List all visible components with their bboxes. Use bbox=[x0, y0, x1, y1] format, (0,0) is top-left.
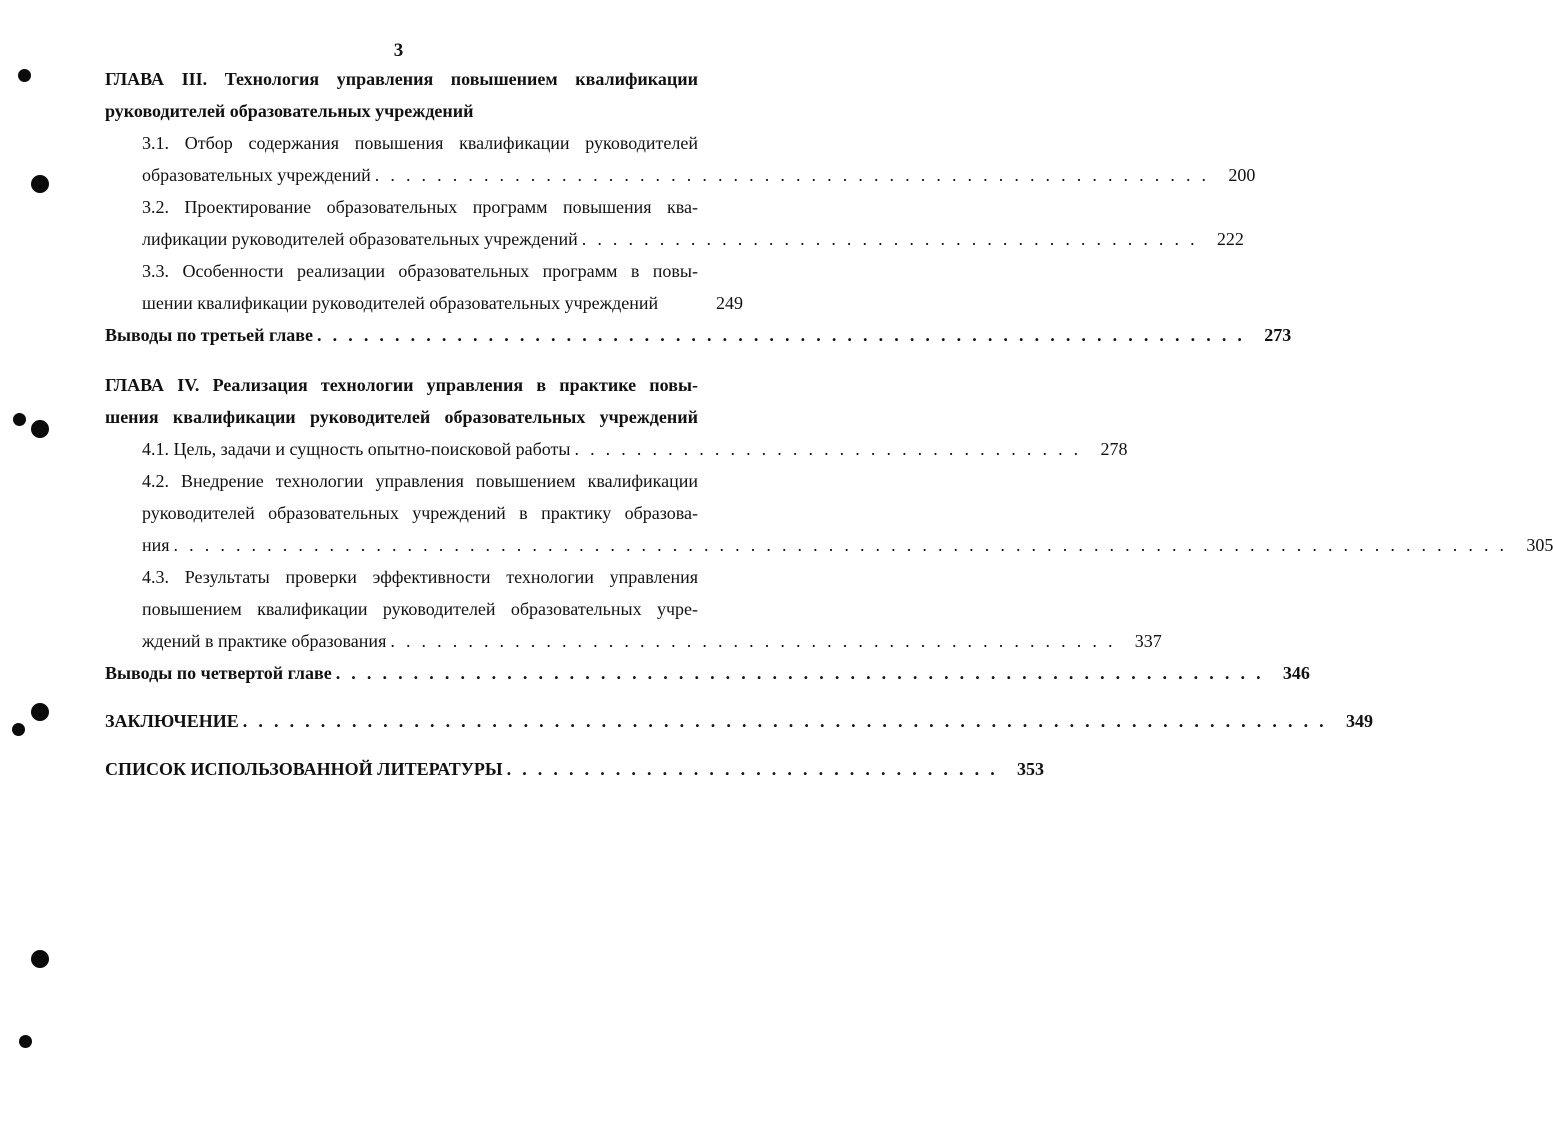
toc-entry-4-2[interactable] bbox=[105, 465, 1553, 561]
entry-line: шении квалификации руководителей образовательных учреждений bbox=[142, 293, 659, 313]
chapter-4-heading bbox=[105, 369, 698, 433]
binder-hole bbox=[31, 703, 49, 721]
binder-hole bbox=[18, 69, 31, 82]
heading-line: шения квалификации руководителей образовательных учреждений bbox=[105, 407, 698, 427]
entry-line: 4.1. Цель, задачи и сущность опытно-поисковой работы bbox=[142, 439, 571, 459]
toc-entry-chapter-3-conclusions[interactable] bbox=[105, 319, 1292, 351]
page-ref: 222 bbox=[1216, 229, 1244, 249]
toc-entry-3-1[interactable] bbox=[105, 127, 1256, 191]
entry-line: 4.2. Внедрение технологии управления повышением квалификации bbox=[142, 471, 698, 491]
leader-dots: . . . . . . . . . . . . . . . . . . . . . . . . . . . . . . . . . . . . . . . . . . . . . . . . . . . . . . bbox=[374, 165, 1210, 185]
leader-dots: . . . . . . . . . . . . . . . . . . . . . . . . . . . . . . . . . . . . . . . . . . . . . . . . . . . . . . . . . . . . . . . . . . . . . . . . . . . . . . . . . . . . . . bbox=[173, 535, 1508, 555]
toc-entry-3-3[interactable] bbox=[105, 255, 743, 319]
entry-line: 3.1. Отбор содержания повышения квалификации руководителей bbox=[142, 133, 698, 153]
toc-entry-4-1[interactable] bbox=[105, 433, 1128, 465]
table-of-contents bbox=[105, 63, 1553, 785]
entry-label: Выводы по четвертой главе bbox=[105, 663, 332, 683]
binder-hole bbox=[12, 723, 25, 736]
leader-dots: . . . . . . . . . . . . . . . . . . . . . . . . . . . . . . . . . . . . . . . . . . . . . . . . . . . . . . . . . . . . bbox=[317, 325, 1246, 345]
page-ref: 349 bbox=[1345, 711, 1373, 731]
entry-line: повышением квалификации руководителей образовательных учре- bbox=[142, 599, 698, 619]
entry-line: 4.3. Результаты проверки эффективности технологии управления bbox=[142, 567, 698, 587]
entry-line: образовательных учреждений bbox=[142, 165, 371, 185]
leader-dots: . . . . . . . . . . . . . . . . . . . . . . . . . . . . . . . . . . . . . . . . . . . . . . . . . . . . . . . . . . . . . . . . . . . . . . bbox=[242, 711, 1327, 731]
binder-hole bbox=[19, 1035, 32, 1048]
entry-label: ЗАКЛЮЧЕНИЕ bbox=[105, 711, 239, 731]
page-ref: 249 bbox=[716, 293, 743, 313]
toc-entry-3-2[interactable] bbox=[105, 191, 1244, 255]
leader-dots: . . . . . . . . . . . . . . . . . . . . . . . . . . . . . . . . . . . . . . . . . . . . . . . bbox=[390, 631, 1116, 651]
page-ref: 305 bbox=[1526, 535, 1553, 555]
leader-dots: . . . . . . . . . . . . . . . . . . . . . . . . . . . . . . . . . . . . . . . . bbox=[581, 229, 1198, 249]
page-number: 3 bbox=[393, 40, 404, 61]
page-ref: 278 bbox=[1100, 439, 1128, 459]
entry-line: 3.3. Особенности реализации образовательных программ в повы- bbox=[142, 261, 698, 281]
chapter-3-heading bbox=[105, 63, 698, 127]
toc-entry-conclusion[interactable] bbox=[105, 705, 1373, 737]
toc-entry-4-3[interactable] bbox=[105, 561, 1162, 657]
page-ref: 353 bbox=[1017, 759, 1044, 779]
page-ref: 346 bbox=[1282, 663, 1310, 683]
page-ref: 337 bbox=[1134, 631, 1162, 651]
entry-line: ждений в практике образования bbox=[142, 631, 387, 651]
entry-label: СПИСОК ИСПОЛЬЗОВАННОЙ ЛИТЕРАТУРЫ bbox=[105, 759, 503, 779]
toc-entry-chapter-4-conclusions[interactable] bbox=[105, 657, 1310, 689]
page-ref: 273 bbox=[1264, 325, 1292, 345]
entry-label: Выводы по третьей главе bbox=[105, 325, 314, 345]
binder-hole bbox=[31, 175, 49, 193]
entry-line: руководителей образовательных учреждений в практику образова- bbox=[142, 503, 698, 523]
heading-line: руководителей образовательных учреждений bbox=[105, 101, 474, 121]
binder-hole bbox=[31, 950, 49, 968]
toc-entry-references[interactable] bbox=[105, 753, 1044, 785]
binder-hole bbox=[13, 413, 26, 426]
leader-dots: . . . . . . . . . . . . . . . . . . . . . . . . . . . . . . . . . bbox=[574, 439, 1082, 459]
entry-line: лификации руководителей образовательных учреждений bbox=[142, 229, 578, 249]
leader-dots: . . . . . . . . . . . . . . . . . . . . . . . . . . . . . . . . . . . . . . . . . . . . . . . . . . . . . . . . . . . . bbox=[335, 663, 1264, 683]
entry-line: ния bbox=[142, 535, 170, 555]
page-ref: 200 bbox=[1228, 165, 1256, 185]
heading-line: ГЛАВА IV. Реализация технологии управления в практике повы- bbox=[105, 375, 698, 395]
heading-line: ГЛАВА III. Технология управления повышением квалификации bbox=[105, 69, 698, 89]
leader-dots: . . . . . . . . . . . . . . . . . . . . . . . . . . . . . . . . bbox=[506, 759, 998, 779]
binder-hole bbox=[31, 420, 49, 438]
entry-line: 3.2. Проектирование образовательных программ повышения ква- bbox=[142, 197, 698, 217]
